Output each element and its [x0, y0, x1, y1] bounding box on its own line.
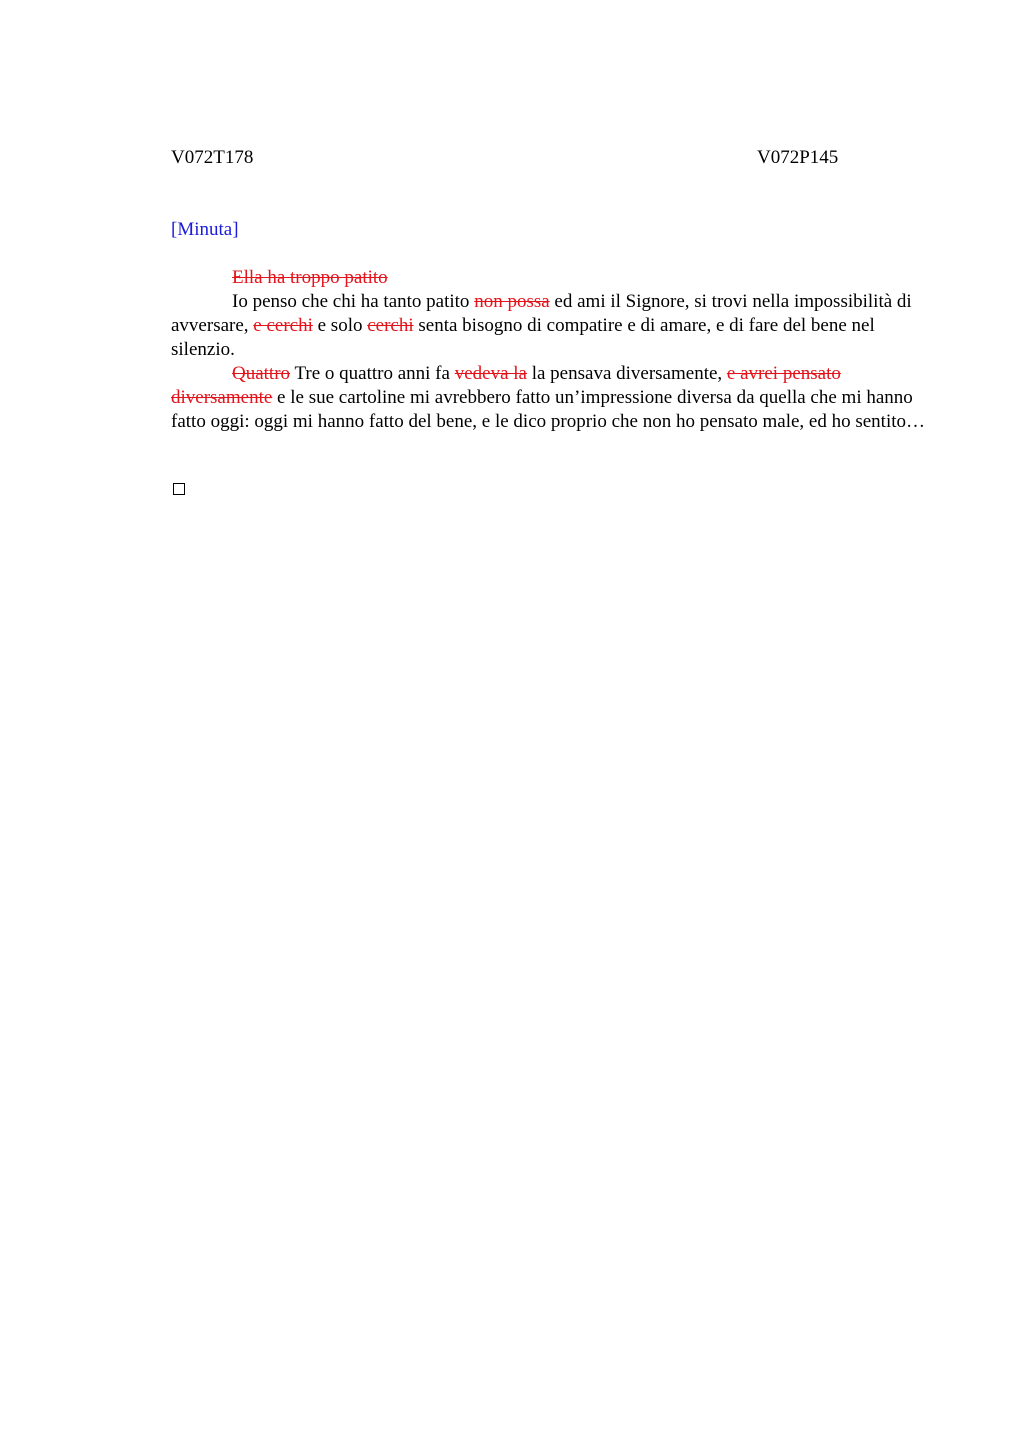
empty-square-icon [173, 483, 185, 495]
text-segment: Io penso che chi ha tanto patito [232, 291, 475, 312]
deleted-text: cerchi [367, 315, 414, 336]
page-code-right: V072P145 [757, 147, 839, 168]
document-heading: [Minuta] [171, 219, 239, 240]
deleted-text: e avrei pensato diversamente [171, 363, 841, 408]
document-page [171, 140, 931, 432]
text-segment: e le sue cartoline mi avrebbero fatto un’impressione diversa da quella che mi hanno fatto oggi: oggi mi hanno fatto del bene, e le dico proprio che non ho pensato male, ed ho sentito… [171, 387, 926, 432]
text-segment: e solo [312, 315, 368, 336]
deleted-text: vedeva la [454, 363, 527, 384]
paragraph [171, 290, 931, 362]
deleted-text: e cerchi [253, 315, 313, 336]
deleted-text: Quattro [232, 363, 291, 384]
document-body [171, 266, 931, 434]
text-segment: Tre o quattro anni fa [290, 363, 455, 384]
document-code-left: V072T178 [171, 147, 254, 168]
deleted-text: non possa [474, 291, 550, 312]
text-segment: ed ami il Signore, si trovi nella impossibilità di avversare, [171, 291, 912, 336]
paragraph [171, 362, 931, 434]
text-segment: senta bisogno di compatire e di amare, e di fare del bene nel silenzio. [171, 315, 875, 360]
paragraph [171, 266, 931, 290]
deleted-text: Ella ha troppo patito [232, 267, 388, 288]
document-header [171, 140, 931, 168]
text-segment: la pensava diversamente, [526, 363, 727, 384]
